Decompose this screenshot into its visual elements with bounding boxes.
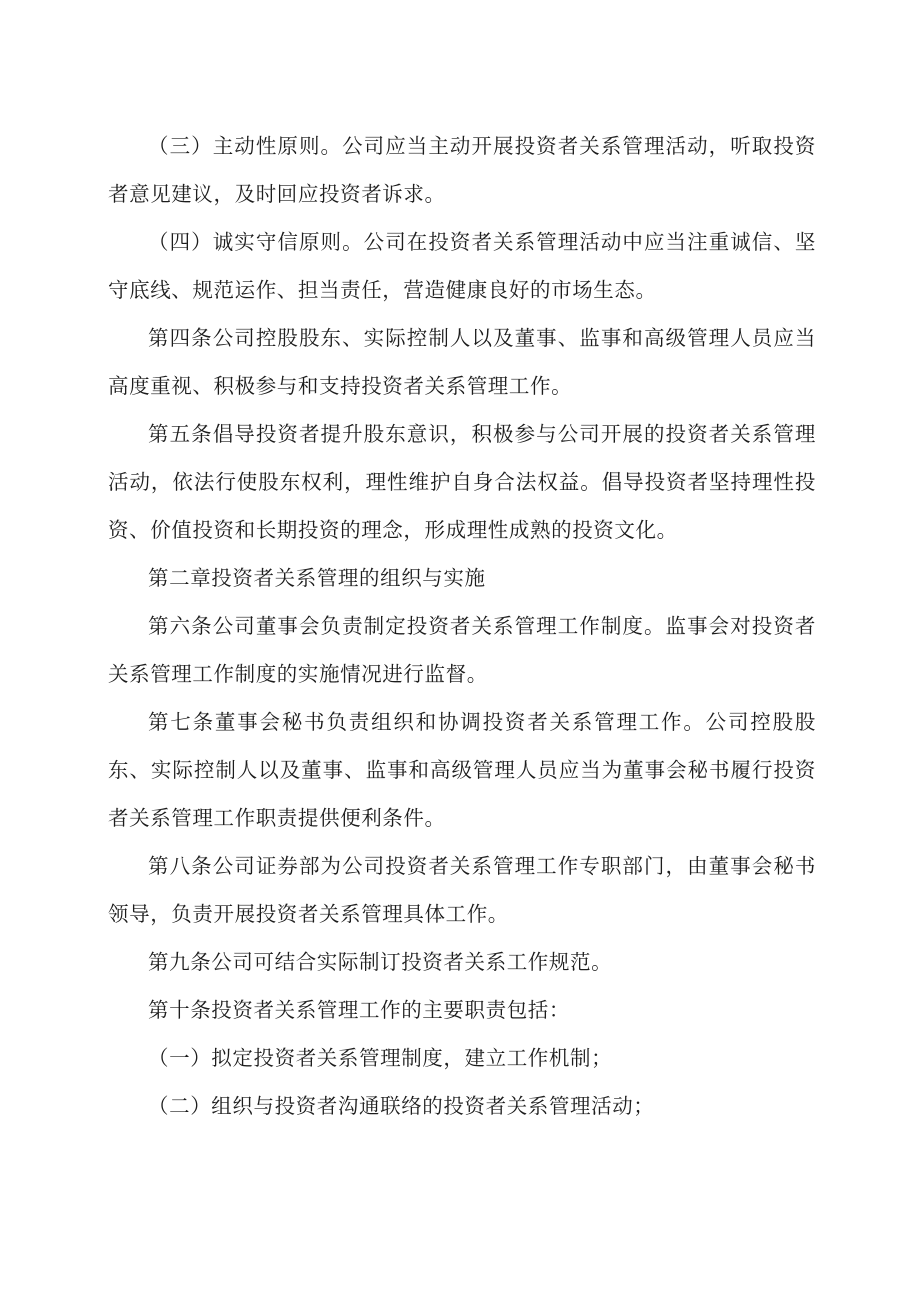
paragraph-article-10: 第十条投资者关系管理工作的主要职责包括：	[148, 998, 570, 1022]
list-item-duty-1: （一）拟定投资者关系管理制度，建立工作机制；	[148, 1046, 613, 1070]
document-body	[108, 122, 816, 1130]
paragraph-article-6: 第六条公司董事会负责制定投资者关系管理工作制度。监事会对投资者关系管理工作制度的实施情况进行监督。	[108, 614, 816, 686]
paragraph-article-7: 第七条董事会秘书负责组织和协调投资者关系管理工作。公司控股股东、实际控制人以及董事、监事和高级管理人员应当为董事会秘书履行投资者关系管理工作职责提供便利条件。	[108, 710, 816, 830]
paragraph-article-8: 第八条公司证券部为公司投资者关系管理工作专职部门，由董事会秘书领导，负责开展投资者关系管理具体工作。	[108, 854, 816, 926]
paragraph-article-5: 第五条倡导投资者提升股东意识，积极参与公司开展的投资者关系管理活动，依法行使股东权利，理性维护自身合法权益。倡导投资者坚持理性投资、价值投资和长期投资的理念，形成理性成熟的投资文化。	[108, 422, 816, 542]
paragraph-article-9: 第九条公司可结合实际制订投资者关系工作规范。	[148, 950, 613, 974]
paragraph-principle-3: （三）主动性原则。公司应当主动开展投资者关系管理活动，听取投资者意见建议，及时回应投资者诉求。	[108, 134, 816, 206]
paragraph-principle-4: （四）诚实守信原则。公司在投资者关系管理活动中应当注重诚信、坚守底线、规范运作、担当责任，营造健康良好的市场生态。	[108, 230, 816, 302]
list-item-duty-2: （二）组织与投资者沟通联络的投资者关系管理活动；	[148, 1094, 655, 1118]
chapter-heading-2: 第二章投资者关系管理的组织与实施	[148, 566, 486, 590]
paragraph-article-4: 第四条公司控股股东、实际控制人以及董事、监事和高级管理人员应当高度重视、积极参与和支持投资者关系管理工作。	[108, 326, 816, 398]
